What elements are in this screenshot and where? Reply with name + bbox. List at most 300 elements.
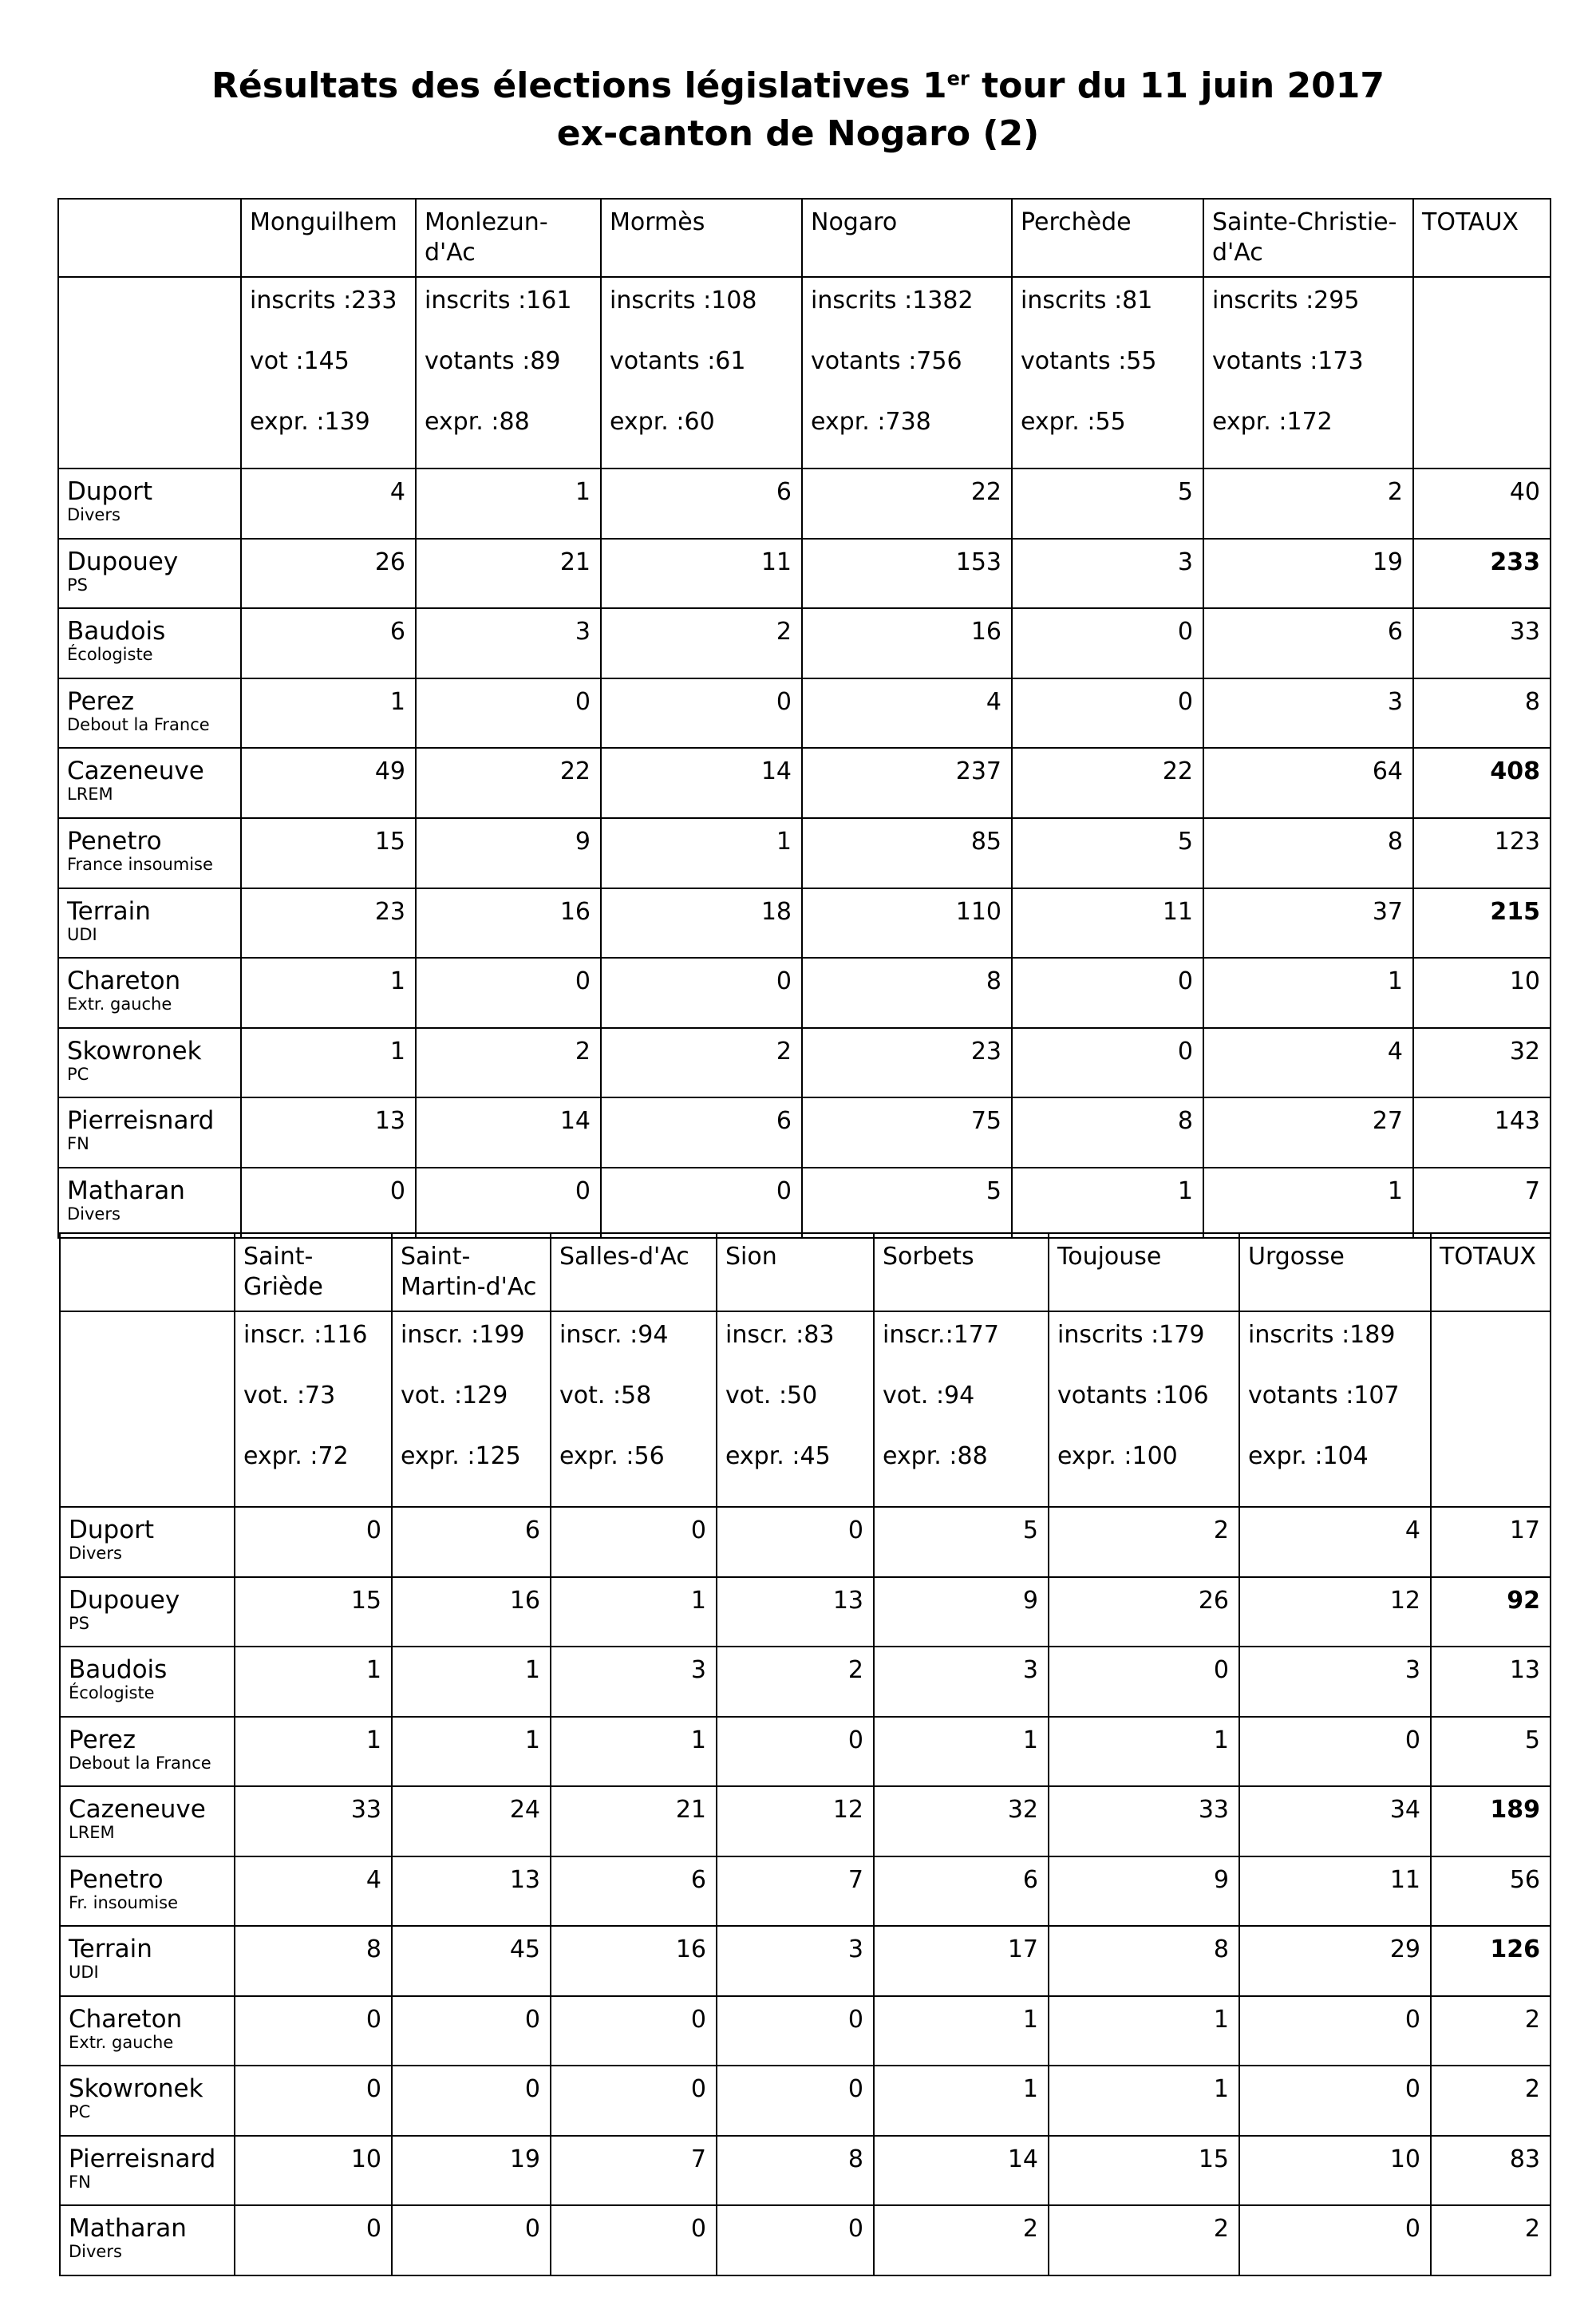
- vote-count: 0: [235, 1996, 392, 2066]
- vote-count: 110: [802, 888, 1012, 959]
- vote-count: 13: [717, 1577, 874, 1647]
- commune-header: Salles-d'Ac: [551, 1233, 717, 1311]
- candidate-row: [60, 1717, 1551, 1787]
- totals-header: TOTAUX: [1413, 199, 1551, 277]
- vote-count: 153: [802, 539, 1012, 609]
- commune-header: Monguilhem: [241, 199, 416, 277]
- vote-count: 9: [1049, 1856, 1239, 1927]
- commune-header: Perchède: [1012, 199, 1203, 277]
- vote-count: 8: [1012, 1097, 1203, 1168]
- vote-count: 14: [874, 2136, 1049, 2206]
- vote-count: 9: [416, 818, 601, 888]
- candidate-name: Matharan: [67, 1176, 185, 1205]
- candidate-name: Skowronek: [67, 1036, 202, 1066]
- vote-count: 0: [551, 2205, 717, 2275]
- valid-votes-count: expr. :104: [1248, 1442, 1369, 1470]
- vote-count: 8: [802, 958, 1012, 1028]
- turnout-cell: [235, 1311, 392, 1507]
- voters-count: vot. :50: [725, 1382, 818, 1410]
- vote-count: 19: [1203, 539, 1413, 609]
- party-label: UDI: [69, 1963, 99, 1982]
- candidate-cell: [58, 608, 241, 678]
- candidate-name: Dupouey: [69, 1585, 180, 1615]
- vote-count: 14: [416, 1097, 601, 1168]
- candidate-name: Baudois: [69, 1655, 168, 1684]
- vote-count: 17: [874, 1926, 1049, 1996]
- candidate-row: [58, 958, 1551, 1028]
- vote-count: 0: [235, 2066, 392, 2136]
- vote-count: 5: [1012, 818, 1203, 888]
- candidate-name: Duport: [67, 477, 153, 506]
- registered-count: inscr.:177: [883, 1321, 999, 1349]
- vote-count: 1: [874, 1717, 1049, 1787]
- vote-count: 2: [1049, 2205, 1239, 2275]
- turnout-cell: [392, 1311, 551, 1507]
- turnout-cell: [802, 277, 1012, 469]
- vote-count: 4: [1203, 1028, 1413, 1098]
- vote-count: 15: [241, 818, 416, 888]
- vote-count: 1: [235, 1717, 392, 1787]
- party-label: Divers: [69, 1544, 122, 1563]
- vote-count: 0: [717, 2205, 874, 2275]
- voters-count: votants :61: [610, 347, 746, 375]
- total-count: 408: [1413, 748, 1551, 818]
- candidate-cell: [60, 2136, 235, 2206]
- candidate-cell: [60, 1507, 235, 1577]
- vote-count: 0: [601, 678, 802, 749]
- voters-count: vot. :94: [883, 1382, 975, 1410]
- vote-count: 4: [1239, 1507, 1431, 1577]
- vote-count: 14: [601, 748, 802, 818]
- vote-count: 0: [235, 1507, 392, 1577]
- total-count: 33: [1413, 608, 1551, 678]
- vote-count: 0: [241, 1168, 416, 1238]
- turnout-totals-cell: [1431, 1311, 1551, 1507]
- valid-votes-count: expr. :125: [401, 1442, 521, 1470]
- candidate-row: [60, 1647, 1551, 1717]
- valid-votes-count: expr. :88: [883, 1442, 988, 1470]
- vote-count: 237: [802, 748, 1012, 818]
- valid-votes-count: expr. :139: [250, 408, 370, 436]
- candidate-row: [58, 888, 1551, 959]
- party-label: Écologiste: [69, 1683, 155, 1702]
- vote-count: 16: [416, 888, 601, 959]
- commune-header: Mormès: [601, 199, 802, 277]
- vote-count: 0: [717, 2066, 874, 2136]
- turnout-cell: [1012, 277, 1203, 469]
- candidate-row: [60, 1926, 1551, 1996]
- candidate-cell: [58, 678, 241, 749]
- vote-count: 15: [1049, 2136, 1239, 2206]
- vote-count: 2: [416, 1028, 601, 1098]
- commune-header: Urgosse: [1239, 1233, 1431, 1311]
- registered-count: inscr. :94: [559, 1321, 669, 1349]
- candidate-row: [60, 1856, 1551, 1927]
- vote-count: 0: [1012, 678, 1203, 749]
- registered-count: inscr. :116: [243, 1321, 368, 1349]
- vote-count: 4: [241, 469, 416, 539]
- candidate-cell: [58, 958, 241, 1028]
- vote-count: 9: [874, 1577, 1049, 1647]
- title-text-end: tour du 11 juin 2017: [969, 65, 1385, 106]
- vote-count: 2: [1049, 1507, 1239, 1577]
- vote-count: 6: [601, 1097, 802, 1168]
- total-count: 40: [1413, 469, 1551, 539]
- candidate-name: Dupouey: [67, 547, 179, 576]
- candidate-cell: [60, 1577, 235, 1647]
- total-count: 123: [1413, 818, 1551, 888]
- party-label: PC: [69, 2102, 91, 2121]
- candidate-name: Cazeneuve: [69, 1795, 206, 1824]
- registered-count: inscrits :161: [425, 287, 572, 314]
- vote-count: 0: [392, 2205, 551, 2275]
- vote-count: 0: [235, 2205, 392, 2275]
- party-label: Extr. gauche: [69, 2032, 174, 2052]
- candidate-cell: [60, 1996, 235, 2066]
- total-count: 32: [1413, 1028, 1551, 1098]
- total-count: 10: [1413, 958, 1551, 1028]
- vote-count: 0: [1239, 1717, 1431, 1787]
- total-count: 215: [1413, 888, 1551, 959]
- vote-count: 1: [235, 1647, 392, 1717]
- vote-count: 6: [601, 469, 802, 539]
- vote-count: 27: [1203, 1097, 1413, 1168]
- commune-header: Nogaro: [802, 199, 1012, 277]
- vote-count: 10: [1239, 2136, 1431, 2206]
- vote-count: 0: [1012, 958, 1203, 1028]
- candidate-name: Perez: [69, 1725, 136, 1754]
- total-count: 233: [1413, 539, 1551, 609]
- vote-count: 3: [416, 608, 601, 678]
- vote-count: 2: [601, 608, 802, 678]
- candidate-cell: [58, 1097, 241, 1168]
- vote-count: 1: [1012, 1168, 1203, 1238]
- vote-count: 0: [551, 1507, 717, 1577]
- vote-count: 1: [1203, 1168, 1413, 1238]
- candidate-row: [60, 2136, 1551, 2206]
- candidate-name: Baudois: [67, 617, 166, 646]
- total-count: 126: [1431, 1926, 1551, 1996]
- candidate-name: Pierreisnard: [69, 2144, 216, 2173]
- candidate-cell: [58, 539, 241, 609]
- party-label: PS: [69, 1613, 89, 1633]
- vote-count: 45: [392, 1926, 551, 1996]
- vote-count: 6: [241, 608, 416, 678]
- voters-count: vot. :58: [559, 1382, 652, 1410]
- vote-count: 15: [235, 1577, 392, 1647]
- vote-count: 22: [1012, 748, 1203, 818]
- vote-count: 33: [235, 1786, 392, 1856]
- vote-count: 3: [1012, 539, 1203, 609]
- candidate-name: Penetro: [67, 826, 162, 856]
- vote-count: 1: [601, 818, 802, 888]
- voters-count: votants :756: [811, 347, 962, 375]
- results-table-1: [57, 198, 1551, 1239]
- vote-count: 4: [235, 1856, 392, 1927]
- turnout-cell: [241, 277, 416, 469]
- voters-count: votants :106: [1057, 1382, 1209, 1410]
- vote-count: 18: [601, 888, 802, 959]
- vote-count: 0: [416, 1168, 601, 1238]
- party-label: Écologiste: [67, 645, 153, 665]
- voters-count: vot :145: [250, 347, 350, 375]
- vote-count: 1: [1203, 958, 1413, 1028]
- total-count: 13: [1431, 1647, 1551, 1717]
- turnout-row: [58, 277, 1551, 469]
- candidate-cell: [60, 2205, 235, 2275]
- turnout-cell: [717, 1311, 874, 1507]
- turnout-row: [60, 1311, 1551, 1507]
- candidate-cell: [60, 1647, 235, 1717]
- total-count: 92: [1431, 1577, 1551, 1647]
- vote-count: 0: [416, 958, 601, 1028]
- vote-count: 0: [717, 1507, 874, 1577]
- vote-count: 5: [802, 1168, 1012, 1238]
- vote-count: 16: [802, 608, 1012, 678]
- vote-count: 0: [601, 1168, 802, 1238]
- candidate-row: [58, 608, 1551, 678]
- voters-count: vot. :73: [243, 1382, 336, 1410]
- candidate-cell: [60, 2066, 235, 2136]
- registered-count: inscrits :108: [610, 287, 757, 314]
- vote-count: 1: [241, 1028, 416, 1098]
- party-label: Divers: [69, 2242, 122, 2261]
- candidate-name: Duport: [69, 1516, 155, 1544]
- totals-header: TOTAUX: [1431, 1233, 1551, 1311]
- vote-count: 0: [551, 2066, 717, 2136]
- corner-cell: [60, 1233, 235, 1311]
- total-count: 5: [1431, 1717, 1551, 1787]
- turnout-corner-cell: [60, 1311, 235, 1507]
- vote-count: 19: [392, 2136, 551, 2206]
- vote-count: 22: [416, 748, 601, 818]
- candidate-name: Perez: [67, 686, 135, 716]
- valid-votes-count: expr. :172: [1212, 408, 1333, 436]
- party-label: Extr. gauche: [67, 994, 172, 1014]
- candidate-name: Chareton: [67, 967, 181, 996]
- candidate-row: [58, 1028, 1551, 1098]
- vote-count: 12: [717, 1786, 874, 1856]
- vote-count: 32: [874, 1786, 1049, 1856]
- vote-count: 33: [1049, 1786, 1239, 1856]
- candidate-cell: [58, 818, 241, 888]
- valid-votes-count: expr. :88: [425, 408, 530, 436]
- valid-votes-count: expr. :100: [1057, 1442, 1178, 1470]
- total-count: 8: [1413, 678, 1551, 749]
- voters-count: votants :89: [425, 347, 561, 375]
- vote-count: 1: [1049, 1717, 1239, 1787]
- candidate-cell: [58, 888, 241, 959]
- title-superscript: er: [946, 67, 970, 90]
- vote-count: 6: [392, 1507, 551, 1577]
- vote-count: 2: [601, 1028, 802, 1098]
- vote-count: 2: [874, 2205, 1049, 2275]
- vote-count: 23: [802, 1028, 1012, 1098]
- vote-count: 0: [717, 1717, 874, 1787]
- party-label: Divers: [67, 505, 120, 524]
- vote-count: 34: [1239, 1786, 1431, 1856]
- vote-count: 6: [551, 1856, 717, 1927]
- commune-header: Saint-Griède: [235, 1233, 392, 1311]
- valid-votes-count: expr. :72: [243, 1442, 349, 1470]
- candidate-row: [60, 2205, 1551, 2275]
- vote-count: 5: [1012, 469, 1203, 539]
- vote-count: 3: [1239, 1647, 1431, 1717]
- vote-count: 11: [1012, 888, 1203, 959]
- registered-count: inscr. :199: [401, 1321, 525, 1349]
- candidate-row: [60, 1786, 1551, 1856]
- vote-count: 6: [874, 1856, 1049, 1927]
- total-count: 189: [1431, 1786, 1551, 1856]
- candidate-row: [58, 818, 1551, 888]
- turnout-cell: [1049, 1311, 1239, 1507]
- voters-count: votants :173: [1212, 347, 1364, 375]
- turnout-totals-cell: [1413, 277, 1551, 469]
- vote-count: 2: [717, 1647, 874, 1717]
- total-count: 2: [1431, 2205, 1551, 2275]
- vote-count: 7: [551, 2136, 717, 2206]
- candidate-row: [60, 1507, 1551, 1577]
- candidate-row: [58, 678, 1551, 749]
- party-label: FN: [69, 2172, 91, 2192]
- vote-count: 75: [802, 1097, 1012, 1168]
- turnout-cell: [1203, 277, 1413, 469]
- vote-count: 11: [1239, 1856, 1431, 1927]
- registered-count: inscrits :233: [250, 287, 397, 314]
- commune-header: Saint-Martin-d'Ac: [392, 1233, 551, 1311]
- voters-count: votants :107: [1248, 1382, 1400, 1410]
- vote-count: 1: [241, 678, 416, 749]
- title-text: Résultats des élections législatives 1: [211, 65, 947, 106]
- vote-count: 1: [241, 958, 416, 1028]
- party-label: PS: [67, 575, 88, 595]
- candidate-cell: [58, 1028, 241, 1098]
- vote-count: 24: [392, 1786, 551, 1856]
- vote-count: 0: [1012, 608, 1203, 678]
- valid-votes-count: expr. :738: [811, 408, 931, 436]
- candidate-row: [58, 1168, 1551, 1238]
- registered-count: inscrits :179: [1057, 1321, 1205, 1349]
- turnout-cell: [551, 1311, 717, 1507]
- vote-count: 2: [1203, 469, 1413, 539]
- vote-count: 26: [241, 539, 416, 609]
- vote-count: 0: [1012, 1028, 1203, 1098]
- vote-count: 1: [1049, 1996, 1239, 2066]
- vote-count: 16: [551, 1926, 717, 1996]
- candidate-row: [60, 1577, 1551, 1647]
- candidate-row: [60, 2066, 1551, 2136]
- vote-count: 21: [416, 539, 601, 609]
- vote-count: 37: [1203, 888, 1413, 959]
- turnout-cell: [416, 277, 601, 469]
- total-count: 83: [1431, 2136, 1551, 2206]
- candidate-cell: [60, 1786, 235, 1856]
- party-label: Debout la France: [69, 1753, 211, 1773]
- registered-count: inscrits :295: [1212, 287, 1360, 314]
- turnout-cell: [601, 277, 802, 469]
- header-row: [58, 199, 1551, 277]
- candidate-row: [58, 539, 1551, 609]
- party-label: Fr. insoumise: [69, 1892, 179, 1912]
- party-label: PC: [67, 1064, 89, 1084]
- commune-header: Sainte-Christie-d'Ac: [1203, 199, 1413, 277]
- vote-count: 3: [1203, 678, 1413, 749]
- registered-count: inscrits :1382: [811, 287, 974, 314]
- turnout-cell: [1239, 1311, 1431, 1507]
- voters-count: votants :55: [1021, 347, 1157, 375]
- vote-count: 4: [802, 678, 1012, 749]
- party-label: France insoumise: [67, 854, 213, 874]
- registered-count: inscrits :189: [1248, 1321, 1396, 1349]
- registered-count: inscr. :83: [725, 1321, 835, 1349]
- vote-count: 49: [241, 748, 416, 818]
- vote-count: 1: [551, 1577, 717, 1647]
- vote-count: 8: [235, 1926, 392, 1996]
- total-count: 143: [1413, 1097, 1551, 1168]
- party-label: FN: [67, 1134, 89, 1154]
- vote-count: 8: [1203, 818, 1413, 888]
- candidate-name: Penetro: [69, 1864, 164, 1894]
- valid-votes-count: expr. :56: [559, 1442, 665, 1470]
- candidate-name: Terrain: [67, 896, 151, 926]
- commune-header: Monlezun-d'Ac: [416, 199, 601, 277]
- vote-count: 22: [802, 469, 1012, 539]
- vote-count: 13: [392, 1856, 551, 1927]
- corner-cell: [58, 199, 241, 277]
- vote-count: 0: [551, 1996, 717, 2066]
- vote-count: 6: [1203, 608, 1413, 678]
- vote-count: 12: [1239, 1577, 1431, 1647]
- vote-count: 0: [1049, 1647, 1239, 1717]
- candidate-name: Chareton: [69, 2004, 183, 2034]
- vote-count: 1: [874, 1996, 1049, 2066]
- vote-count: 1: [416, 469, 601, 539]
- total-count: 56: [1431, 1856, 1551, 1927]
- vote-count: 64: [1203, 748, 1413, 818]
- candidate-row: [58, 1097, 1551, 1168]
- vote-count: 3: [717, 1926, 874, 1996]
- vote-count: 10: [235, 2136, 392, 2206]
- vote-count: 8: [717, 2136, 874, 2206]
- vote-count: 26: [1049, 1577, 1239, 1647]
- vote-count: 0: [392, 1996, 551, 2066]
- page-subtitle: ex-canton de Nogaro (2): [556, 113, 1040, 154]
- results-table-2: [59, 1232, 1551, 2276]
- total-count: 17: [1431, 1507, 1551, 1577]
- commune-header: Toujouse: [1049, 1233, 1239, 1311]
- total-count: 7: [1413, 1168, 1551, 1238]
- vote-count: 11: [601, 539, 802, 609]
- valid-votes-count: expr. :45: [725, 1442, 831, 1470]
- candidate-cell: [60, 1717, 235, 1787]
- vote-count: 3: [874, 1647, 1049, 1717]
- vote-count: 13: [241, 1097, 416, 1168]
- party-label: LREM: [67, 785, 113, 805]
- party-label: Debout la France: [67, 714, 210, 734]
- vote-count: 7: [717, 1856, 874, 1927]
- valid-votes-count: expr. :55: [1021, 408, 1126, 436]
- candidate-cell: [60, 1856, 235, 1927]
- turnout-corner-cell: [58, 277, 241, 469]
- header-row: [60, 1233, 1551, 1311]
- vote-count: 8: [1049, 1926, 1239, 1996]
- vote-count: 0: [416, 678, 601, 749]
- commune-header: Sorbets: [874, 1233, 1049, 1311]
- candidate-name: Skowronek: [69, 2074, 203, 2103]
- vote-count: 29: [1239, 1926, 1431, 1996]
- candidate-cell: [58, 748, 241, 818]
- vote-count: 1: [392, 1717, 551, 1787]
